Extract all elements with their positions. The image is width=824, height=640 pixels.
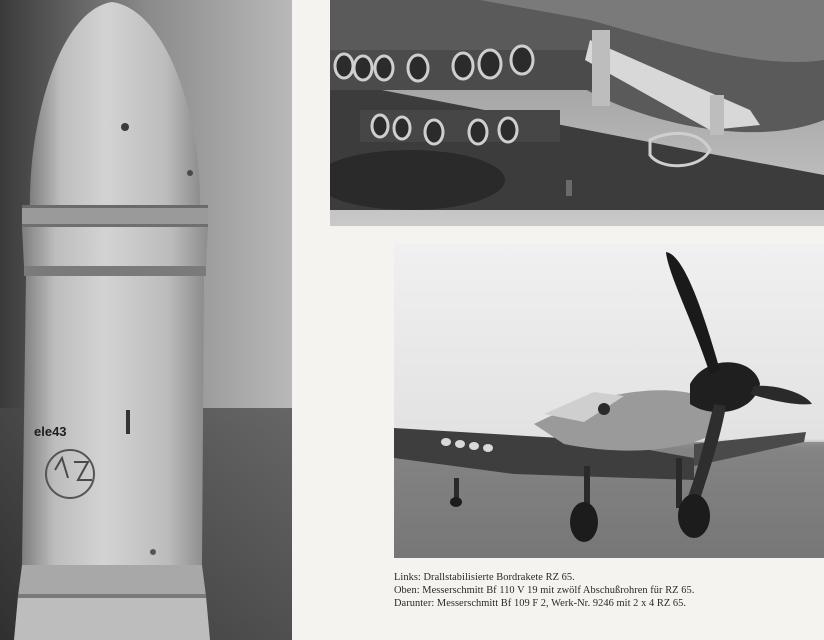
bf109-illustration	[394, 244, 824, 558]
rocket-illustration	[0, 0, 292, 640]
lower-launch-tube-rack	[360, 110, 560, 142]
caption-line-left: Links: Drallstabilisierte Bordrakete RZ 65.	[394, 572, 575, 583]
bf109-photo	[394, 244, 824, 558]
photo-caption	[394, 571, 819, 610]
rocket-collar-ring	[24, 266, 206, 276]
rocket-fuze-band	[22, 205, 208, 227]
pilot-figure	[598, 403, 610, 415]
rocket-vent-hole	[121, 123, 129, 131]
caption-line-top: Oben: Messerschmitt Bf 110 V 19 mit zwölf Abschußrohren für RZ 65.	[394, 585, 695, 596]
bf110-photo	[330, 0, 824, 226]
bf110-illustration	[330, 0, 824, 226]
landing-gear-right	[676, 458, 682, 508]
rocket-base-ring	[18, 565, 206, 596]
rocket-motor-body	[22, 276, 204, 565]
rocket-marking: ele43	[34, 424, 67, 439]
caption-line-bottom: Darunter: Messerschmitt Bf 109 F 2, Werk-Nr. 9246 mit 2 x 4 RZ 65.	[394, 598, 687, 609]
rocket-photo	[0, 0, 292, 640]
